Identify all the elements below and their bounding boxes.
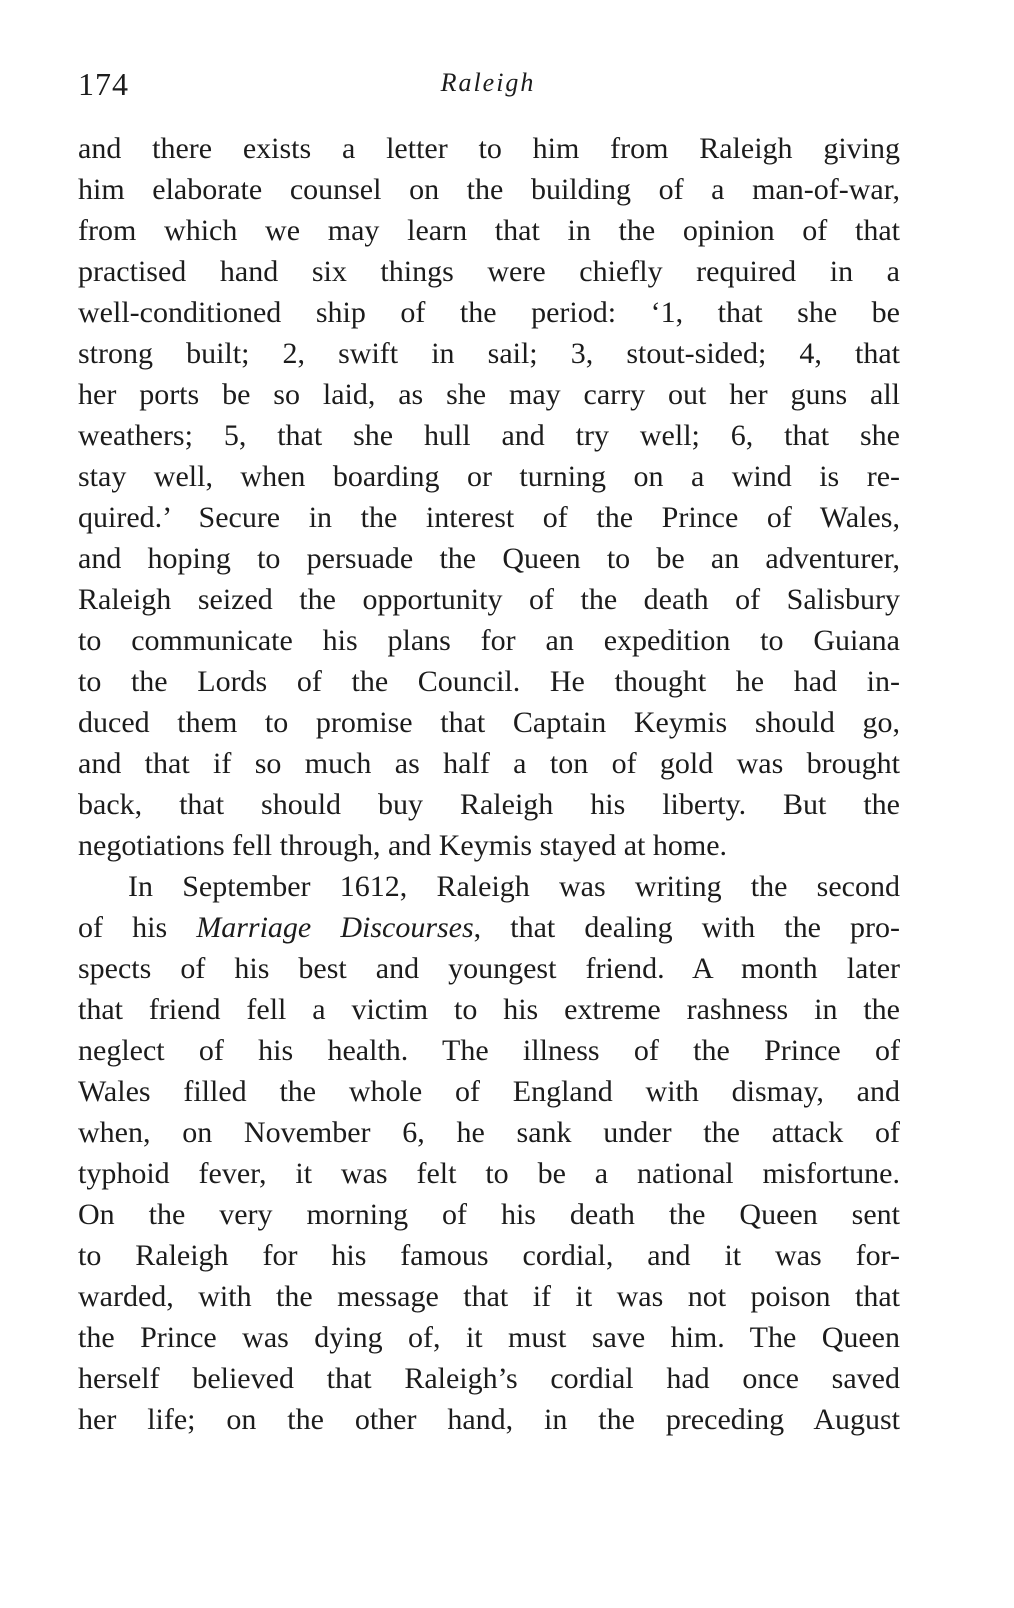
text-line: and there exists a letter to him from Raleigh giving	[78, 132, 900, 165]
text-line: quired.’ Secure in the interest of the Prince of Wales,	[78, 501, 900, 534]
text-line: warded, with the message that if it was not poison that	[78, 1280, 900, 1313]
text-line: the Prince was dying of, it must save him. The Queen	[78, 1321, 900, 1354]
text-line: duced them to promise that Captain Keymis should go,	[78, 706, 900, 739]
text-line: Raleigh seized the opportunity of the death of Salisbury	[78, 583, 900, 616]
text-line: practised hand six things were chiefly required in a	[78, 255, 900, 288]
text-segment: , that dealing with the pro-	[473, 911, 900, 944]
page-number: 174	[78, 66, 129, 102]
text-line: well-conditioned ship of the period: ‘1, that she be	[78, 296, 900, 329]
text-line: neglect of his health. The illness of the Prince of	[78, 1034, 900, 1067]
text-line: Wales filled the whole of England with dismay, and	[78, 1075, 900, 1108]
paragraph-2	[78, 866, 900, 1440]
text-line: to the Lords of the Council. He thought he had in-	[78, 665, 900, 698]
text-line: typhoid fever, it was felt to be a national misfortune.	[78, 1157, 900, 1190]
text-line: stay well, when boarding or turning on a wind is re-	[78, 460, 900, 493]
text-line: On the very morning of his death the Queen sent	[78, 1198, 900, 1231]
running-head: Raleigh	[440, 68, 536, 97]
paragraph-1	[78, 128, 900, 866]
text-line: and hoping to persuade the Queen to be an adventurer,	[78, 542, 900, 575]
text-line: negotiations fell through, and Keymis stayed at home.	[78, 829, 728, 862]
text-line: when, on November 6, he sank under the attack of	[78, 1116, 900, 1149]
page-header	[78, 66, 898, 106]
body-text	[78, 128, 900, 1440]
text-line: In September 1612, Raleigh was writing the second	[128, 870, 900, 903]
text-line: herself believed that Raleigh’s cordial had once saved	[78, 1362, 900, 1395]
text-line: her life; on the other hand, in the preceding August	[78, 1403, 900, 1436]
book-title: Marriage Discourses	[196, 911, 474, 944]
text-line: to communicate his plans for an expedition to Guiana	[78, 624, 900, 657]
text-line: back, that should buy Raleigh his liberty. But the	[78, 788, 900, 821]
text-line: and that if so much as half a ton of gold was brought	[78, 747, 900, 780]
text-line: weathers; 5, that she hull and try well; 6, that she	[78, 419, 900, 452]
text-line: to Raleigh for his famous cordial, and it was for-	[78, 1239, 900, 1272]
text-line: that friend fell a victim to his extreme rashness in the	[78, 993, 900, 1026]
text-line: from which we may learn that in the opinion of that	[78, 214, 900, 247]
text-line: him elaborate counsel on the building of a man-of-war,	[78, 173, 900, 206]
text-line: strong built; 2, swift in sail; 3, stout-sided; 4, that	[78, 337, 900, 370]
text-line	[78, 907, 900, 948]
text-line: her ports be so laid, as she may carry out her guns all	[78, 378, 900, 411]
text-line: spects of his best and youngest friend. A month later	[78, 952, 900, 985]
text-segment: of his	[78, 911, 197, 944]
